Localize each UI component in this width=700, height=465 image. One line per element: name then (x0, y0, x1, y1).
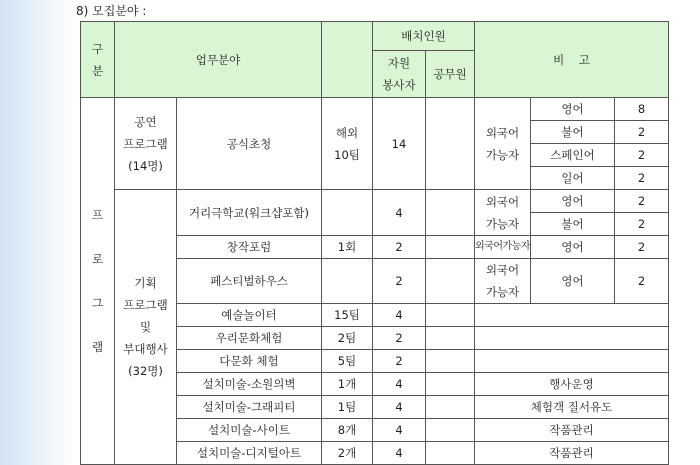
row-install-digital-art: 설치미술-디지털아트 (177, 442, 322, 465)
lang-count: 2 (615, 213, 669, 236)
lang-english: 영어 (531, 190, 615, 213)
creative-forum-note: 1회 (322, 236, 373, 259)
install-wish-wall-remark: 행사운영 (475, 373, 669, 396)
install-graffiti-note: 1팀 (322, 396, 373, 419)
recruitment-table (80, 21, 669, 465)
install-graffiti-official (426, 396, 475, 419)
row-festival-house: 페스티벌하우스 (177, 259, 322, 304)
art-playground-volunteer: 4 (373, 304, 426, 327)
group-performance: 공연 프로그램 (14명) (115, 98, 177, 190)
lang-count: 2 (615, 259, 669, 304)
header-field: 업무분야 (115, 22, 322, 98)
street-theater-volunteer: 4 (373, 190, 426, 236)
header-remarks: 비 고 (475, 22, 669, 98)
row-official-invitation: 공식초청 (177, 98, 322, 190)
festival-house-official (426, 259, 475, 304)
install-wish-wall-note: 1개 (322, 373, 373, 396)
install-digital-art-volunteer: 4 (373, 442, 426, 465)
row-art-playground: 예술놀이터 (177, 304, 322, 327)
lang-english: 영어 (531, 98, 615, 121)
header-volunteer: 자원 봉사자 (373, 51, 426, 98)
festival-house-volunteer: 2 (373, 259, 426, 304)
culture-experience-note: 2팀 (322, 327, 373, 350)
row-install-graffiti: 설치미술-그래피티 (177, 396, 322, 419)
lang-japanese: 일어 (531, 167, 615, 190)
lang-spanish: 스페인어 (531, 144, 615, 167)
install-site-note: 8개 (322, 419, 373, 442)
category-program: 프 로 그 램 (81, 98, 115, 465)
section-title: 8) 모집분야 : (76, 4, 147, 18)
install-graffiti-volunteer: 4 (373, 396, 426, 419)
install-wish-wall-official (426, 373, 475, 396)
install-site-official (426, 419, 475, 442)
multicultural-volunteer: 2 (373, 350, 426, 373)
install-digital-art-remark: 작품관리 (475, 442, 669, 465)
street-theater-note (322, 190, 373, 236)
install-digital-art-note: 2개 (322, 442, 373, 465)
row-install-wish-wall: 설치미술-소원의벽 (177, 373, 322, 396)
lang-english: 영어 (531, 236, 615, 259)
lang-count: 2 (615, 167, 669, 190)
official-invitation-note: 해외 10팀 (322, 98, 373, 190)
art-playground-remark (475, 304, 669, 327)
creative-forum-volunteer: 2 (373, 236, 426, 259)
festival-house-note (322, 259, 373, 304)
install-site-remark: 작품관리 (475, 419, 669, 442)
multicultural-remark (475, 350, 669, 373)
forum-language-label: 외국어가능자 (475, 236, 531, 259)
street-language-label: 외국어 가능자 (475, 190, 531, 236)
culture-experience-official (426, 327, 475, 350)
row-creative-forum: 창작포럼 (177, 236, 322, 259)
multicultural-official (426, 350, 475, 373)
row-install-site: 설치미술-사이트 (177, 419, 322, 442)
header-official: 공무원 (426, 51, 475, 98)
art-playground-note: 15팀 (322, 304, 373, 327)
street-theater-official (426, 190, 475, 236)
lang-french: 불어 (531, 213, 615, 236)
header-note (322, 22, 373, 98)
performance-language-label: 외국어 가능자 (475, 98, 531, 190)
lang-count: 2 (615, 144, 669, 167)
culture-experience-remark (475, 327, 669, 350)
lang-count: 2 (615, 236, 669, 259)
house-language-label: 외국어 가능자 (475, 259, 531, 304)
official-invitation-volunteer: 14 (373, 98, 426, 190)
culture-experience-volunteer: 2 (373, 327, 426, 350)
multicultural-note: 5팀 (322, 350, 373, 373)
lang-french: 불어 (531, 121, 615, 144)
header-staffing: 배치인원 (373, 22, 475, 51)
install-wish-wall-volunteer: 4 (373, 373, 426, 396)
official-invitation-official (426, 98, 475, 190)
lang-english: 영어 (531, 259, 615, 304)
art-playground-official (426, 304, 475, 327)
lang-count: 2 (615, 190, 669, 213)
group-planning: 기획 프로그램 및 부대행사 (32명) (115, 190, 177, 465)
install-digital-art-official (426, 442, 475, 465)
install-graffiti-remark: 체험객 질서유도 (475, 396, 669, 419)
row-culture-experience: 우리문화체험 (177, 327, 322, 350)
creative-forum-official (426, 236, 475, 259)
row-multicultural: 다문화 체험 (177, 350, 322, 373)
install-site-volunteer: 4 (373, 419, 426, 442)
row-street-theater: 거리극학교(워크샵포함) (177, 190, 322, 236)
lang-count: 2 (615, 121, 669, 144)
header-category: 구 분 (81, 22, 115, 98)
lang-count: 8 (615, 98, 669, 121)
